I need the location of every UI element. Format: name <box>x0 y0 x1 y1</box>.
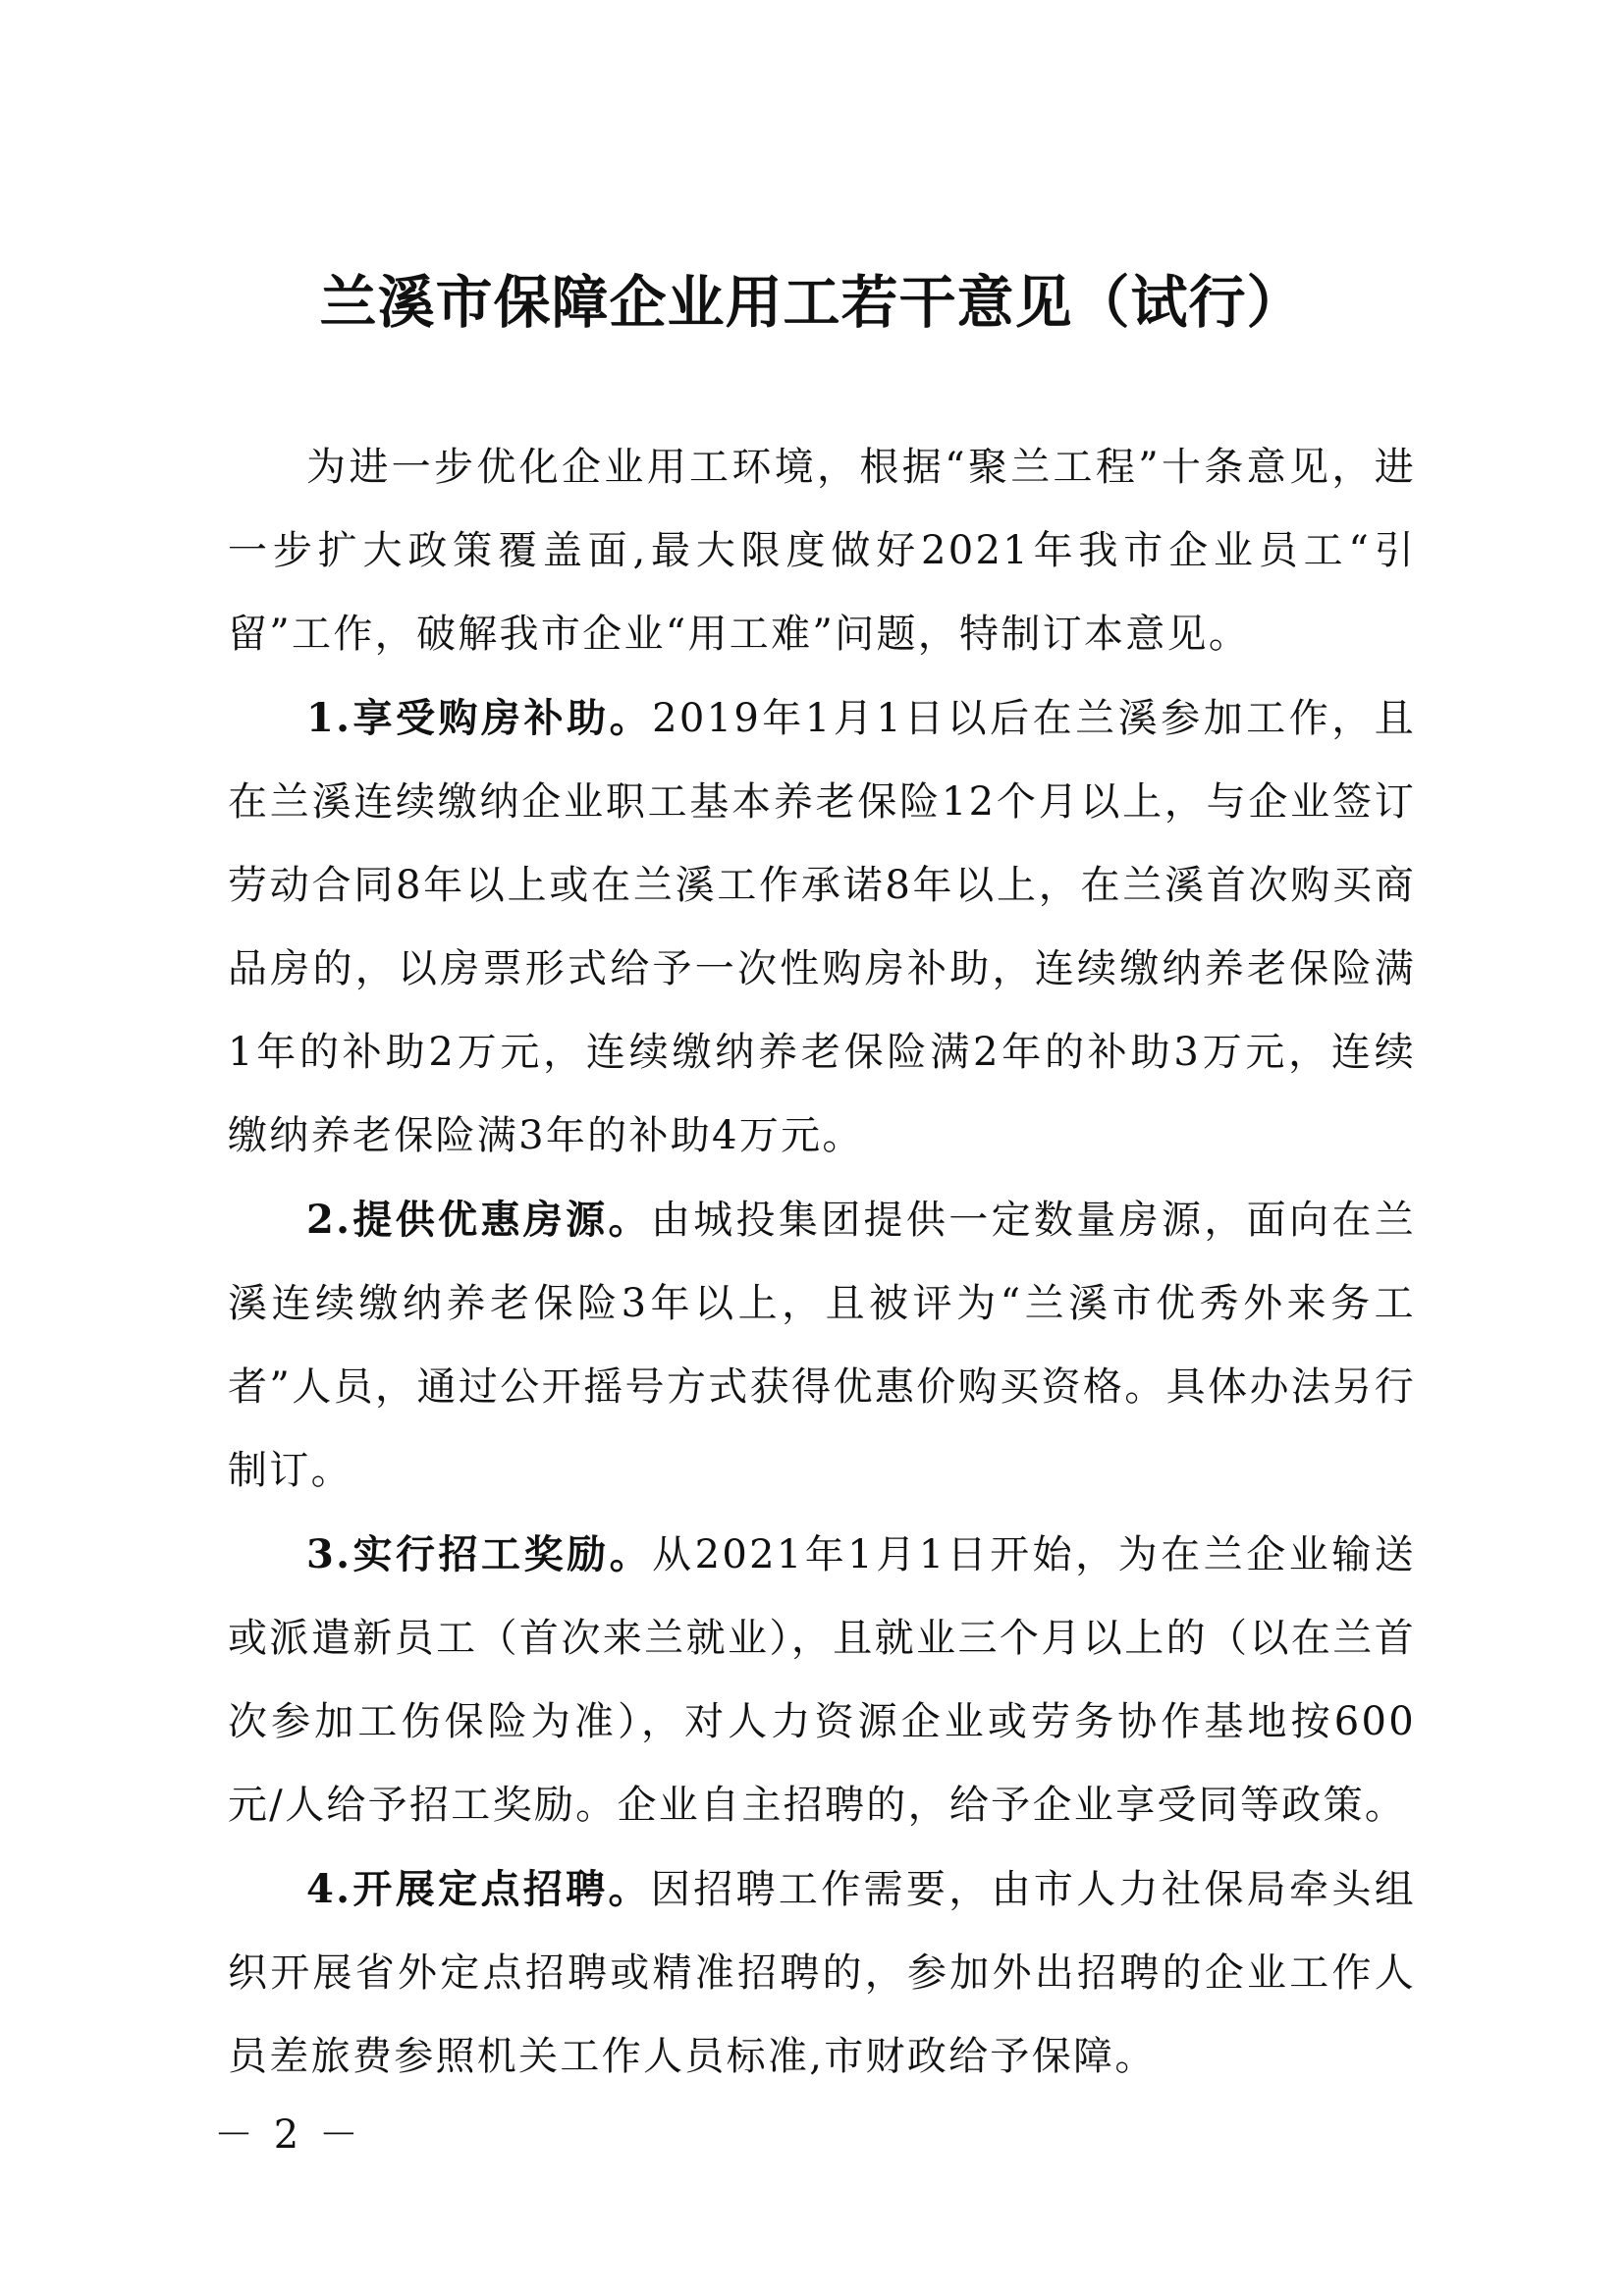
intro-paragraph: 为进一步优化企业用工环境，根据“聚兰工程”十条意见，进一步扩大政策覆盖面,最大限度做好2021年我市企业员工“引留”工作，破解我市企业“用工难”问题，特制订本意见。 <box>228 445 1416 657</box>
document-body <box>228 426 1416 2099</box>
item-paragraph-4 <box>228 1847 1416 2099</box>
item-heading-2: 2.提供优惠房源。 <box>306 1197 651 1243</box>
item-paragraph-2 <box>228 1178 1416 1513</box>
item-text-3: 从2021年1月1日开始，为在兰企业输送或派遣新员工（首次来兰就业），且就业三个月以上的（以在兰首次参加工伤保险为准），对人力资源企业或劳务协作基地按600元/人给予招工奖励。企业自主招聘的，给予企业享受同等政策。 <box>228 1532 1416 1828</box>
item-paragraph-3 <box>228 1513 1416 1847</box>
item-heading-1: 1.享受购房补助。 <box>306 695 653 741</box>
item-paragraph-1 <box>228 676 1416 1178</box>
item-text-1: 2019年1月1日以后在兰溪参加工作，且在兰溪连续缴纳企业职工基本养老保险12个月以上，与企业签订劳动合同8年以上或在兰溪工作承诺8年以上，在兰溪首次购买商品房的，以房票形式给予一次性购房补助，连续缴纳养老保险满1年的补助2万元，连续缴纳养老保险满2年的补助3万元，连续缴纳养老保险满3年的补助4万元。 <box>228 696 1416 1158</box>
item-heading-4: 4.开展定点招聘。 <box>306 1866 651 1912</box>
document-title: 兰溪市保障企业用工若干意见（试行） <box>319 269 1305 336</box>
item-heading-3: 3.实行招工奖励。 <box>306 1531 653 1577</box>
page-number: － 2 － <box>214 2112 362 2158</box>
item-text-4: 因招聘工作需要，由市人力社保局牵头组织开展省外定点招聘或精准招聘的，参加外出招聘的企业工作人员差旅费参照机关工作人员标准,市财政给予保障。 <box>228 1867 1416 2079</box>
item-text-2: 由城投集团提供一定数量房源，面向在兰溪连续缴纳养老保险3年以上，且被评为“兰溪市优秀外来务工者”人员，通过公开摇号方式获得优惠价购买资格。具体办法另行制订。 <box>228 1198 1416 1493</box>
